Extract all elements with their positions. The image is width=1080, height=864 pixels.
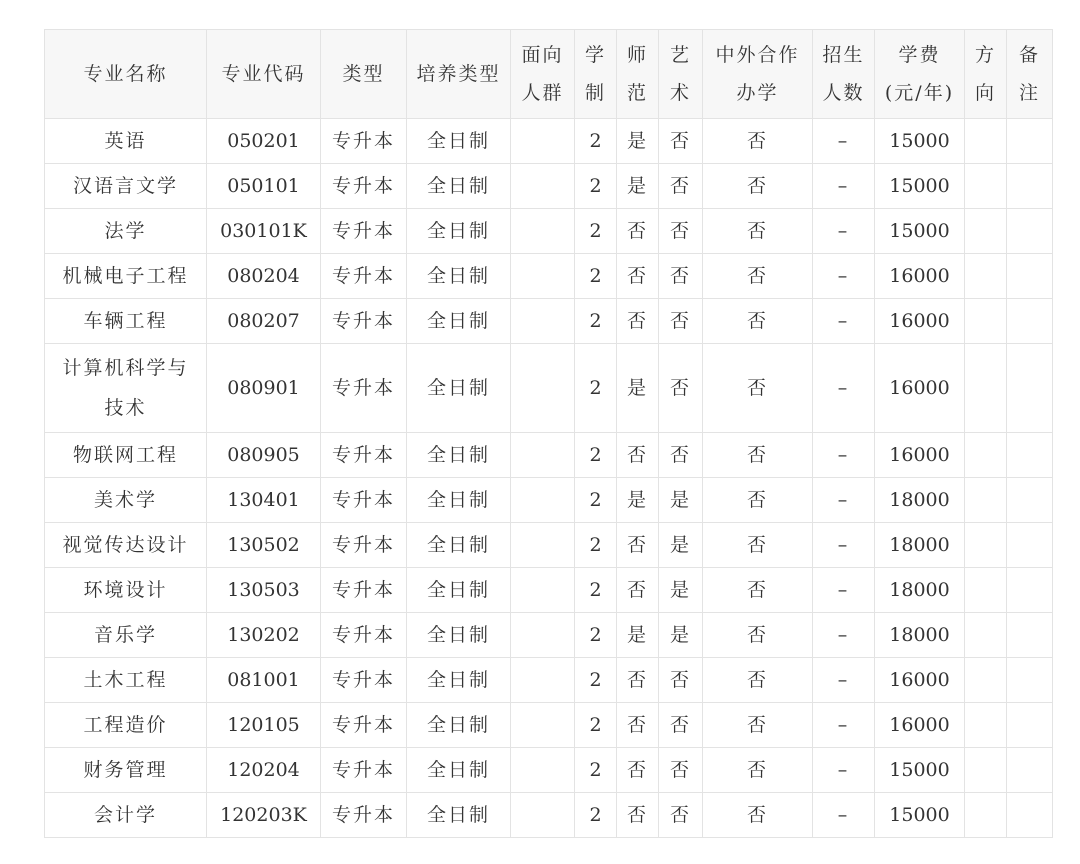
major-name-line: 物联网工程: [72, 444, 178, 466]
cell-study-mode: 全日制: [407, 793, 511, 838]
cell-duration: 2: [575, 254, 617, 299]
cell-major-name: [45, 568, 207, 613]
cell-tuition: 15000: [875, 748, 965, 793]
header-joint-program: [703, 30, 813, 119]
cell-type: 专升本: [321, 523, 407, 568]
cell-audience: [511, 568, 575, 613]
cell-major-name: [45, 119, 207, 164]
cell-arts: 否: [659, 703, 703, 748]
header-label-line: (元/年): [884, 82, 955, 104]
major-name-line: 美术学: [93, 489, 157, 511]
cell-audience: [511, 793, 575, 838]
cell-enrollment: –: [813, 164, 875, 209]
major-name-line: 车辆工程: [83, 310, 168, 332]
cell-type: 专升本: [321, 344, 407, 433]
table-row: [45, 703, 1053, 748]
cell-tuition: 16000: [875, 344, 965, 433]
header-label-line: 制: [584, 82, 606, 104]
cell-direction: [965, 748, 1007, 793]
cell-major-code: 130503: [207, 568, 321, 613]
cell-direction: [965, 793, 1007, 838]
cell-tuition: 16000: [875, 254, 965, 299]
cell-major-name: [45, 344, 207, 433]
header-tuition: [875, 30, 965, 119]
cell-teacher-training: 否: [617, 299, 659, 344]
header-label-line: 术: [669, 82, 691, 104]
header-label-line: 面向: [521, 44, 564, 66]
cell-remarks: [1007, 299, 1053, 344]
cell-type: 专升本: [321, 119, 407, 164]
cell-direction: [965, 209, 1007, 254]
cell-tuition: 15000: [875, 793, 965, 838]
cell-duration: 2: [575, 658, 617, 703]
table-row: [45, 748, 1053, 793]
cell-duration: 2: [575, 568, 617, 613]
cell-direction: [965, 658, 1007, 703]
cell-major-code: 081001: [207, 658, 321, 703]
major-name-line: 土木工程: [83, 669, 168, 691]
header-label-line: 招生: [822, 44, 865, 66]
cell-teacher-training: 否: [617, 209, 659, 254]
header-label-line: 类型: [342, 63, 385, 85]
cell-direction: [965, 703, 1007, 748]
header-label-line: 艺: [669, 44, 691, 66]
table-row: [45, 568, 1053, 613]
cell-duration: 2: [575, 299, 617, 344]
cell-major-name: [45, 254, 207, 299]
cell-audience: [511, 299, 575, 344]
cell-teacher-training: 是: [617, 344, 659, 433]
cell-major-name: [45, 164, 207, 209]
cell-remarks: [1007, 164, 1053, 209]
cell-enrollment: –: [813, 344, 875, 433]
cell-direction: [965, 299, 1007, 344]
cell-enrollment: –: [813, 613, 875, 658]
cell-audience: [511, 164, 575, 209]
majors-table: [44, 29, 1053, 838]
header-label-line: 专业代码: [221, 63, 306, 85]
cell-remarks: [1007, 254, 1053, 299]
cell-teacher-training: 否: [617, 433, 659, 478]
cell-audience: [511, 523, 575, 568]
header-teacher-training: [617, 30, 659, 119]
cell-enrollment: –: [813, 119, 875, 164]
cell-direction: [965, 478, 1007, 523]
cell-major-code: 080901: [207, 344, 321, 433]
header-study-mode: [407, 30, 511, 119]
cell-duration: 2: [575, 523, 617, 568]
cell-joint-program: 否: [703, 568, 813, 613]
cell-study-mode: 全日制: [407, 568, 511, 613]
cell-arts: 否: [659, 344, 703, 433]
cell-joint-program: 否: [703, 523, 813, 568]
cell-remarks: [1007, 658, 1053, 703]
cell-tuition: 15000: [875, 164, 965, 209]
major-name-line: 英语: [104, 130, 147, 152]
cell-teacher-training: 是: [617, 478, 659, 523]
major-name-line: 音乐学: [93, 624, 157, 646]
cell-tuition: 18000: [875, 568, 965, 613]
major-name-line: 计算机科学与: [62, 357, 189, 379]
cell-major-code: 050201: [207, 119, 321, 164]
cell-enrollment: –: [813, 478, 875, 523]
cell-direction: [965, 164, 1007, 209]
cell-enrollment: –: [813, 658, 875, 703]
cell-study-mode: 全日制: [407, 254, 511, 299]
cell-joint-program: 否: [703, 433, 813, 478]
cell-major-code: 120203K: [207, 793, 321, 838]
header-arts: [659, 30, 703, 119]
table-row: [45, 299, 1053, 344]
cell-joint-program: 否: [703, 478, 813, 523]
cell-tuition: 18000: [875, 613, 965, 658]
table-row: [45, 433, 1053, 478]
cell-type: 专升本: [321, 478, 407, 523]
major-name-line: 财务管理: [83, 759, 168, 781]
cell-duration: 2: [575, 703, 617, 748]
cell-major-code: 120105: [207, 703, 321, 748]
majors-table-container: [44, 29, 1053, 838]
cell-type: 专升本: [321, 658, 407, 703]
cell-study-mode: 全日制: [407, 478, 511, 523]
cell-remarks: [1007, 568, 1053, 613]
cell-joint-program: 否: [703, 703, 813, 748]
cell-teacher-training: 否: [617, 658, 659, 703]
cell-remarks: [1007, 119, 1053, 164]
cell-tuition: 16000: [875, 658, 965, 703]
cell-study-mode: 全日制: [407, 433, 511, 478]
cell-teacher-training: 是: [617, 164, 659, 209]
cell-joint-program: 否: [703, 164, 813, 209]
cell-type: 专升本: [321, 793, 407, 838]
major-name-line: 环境设计: [83, 579, 168, 601]
major-name-line: 机械电子工程: [62, 265, 189, 287]
cell-enrollment: –: [813, 568, 875, 613]
cell-remarks: [1007, 613, 1053, 658]
cell-duration: 2: [575, 433, 617, 478]
cell-arts: 否: [659, 119, 703, 164]
cell-arts: 否: [659, 299, 703, 344]
header-major-name: [45, 30, 207, 119]
table-row: [45, 793, 1053, 838]
cell-audience: [511, 344, 575, 433]
cell-audience: [511, 254, 575, 299]
table-row: [45, 164, 1053, 209]
major-name-line: 技术: [104, 397, 147, 419]
cell-teacher-training: 否: [617, 523, 659, 568]
header-label-line: 培养类型: [416, 63, 501, 85]
cell-audience: [511, 119, 575, 164]
cell-major-name: [45, 658, 207, 703]
cell-arts: 否: [659, 793, 703, 838]
cell-teacher-training: 否: [617, 748, 659, 793]
table-body: [45, 119, 1053, 838]
cell-tuition: 16000: [875, 703, 965, 748]
header-enrollment: [813, 30, 875, 119]
cell-major-code: 080207: [207, 299, 321, 344]
cell-major-name: [45, 299, 207, 344]
cell-study-mode: 全日制: [407, 658, 511, 703]
cell-audience: [511, 433, 575, 478]
cell-remarks: [1007, 478, 1053, 523]
cell-teacher-training: 否: [617, 703, 659, 748]
cell-enrollment: –: [813, 793, 875, 838]
major-name-line: 视觉传达设计: [62, 534, 189, 556]
cell-major-name: [45, 748, 207, 793]
cell-remarks: [1007, 209, 1053, 254]
cell-joint-program: 否: [703, 119, 813, 164]
cell-study-mode: 全日制: [407, 613, 511, 658]
cell-major-name: [45, 523, 207, 568]
header-label-line: 范: [626, 82, 648, 104]
cell-study-mode: 全日制: [407, 748, 511, 793]
cell-duration: 2: [575, 209, 617, 254]
cell-study-mode: 全日制: [407, 209, 511, 254]
cell-arts: 否: [659, 748, 703, 793]
cell-audience: [511, 478, 575, 523]
table-row: [45, 478, 1053, 523]
table-row: [45, 613, 1053, 658]
cell-duration: 2: [575, 748, 617, 793]
header-label-line: 方: [974, 44, 996, 66]
cell-arts: 否: [659, 433, 703, 478]
cell-study-mode: 全日制: [407, 703, 511, 748]
header-label-line: 学费: [898, 44, 941, 66]
cell-direction: [965, 433, 1007, 478]
cell-arts: 是: [659, 478, 703, 523]
cell-enrollment: –: [813, 748, 875, 793]
cell-major-name: [45, 613, 207, 658]
cell-type: 专升本: [321, 568, 407, 613]
cell-joint-program: 否: [703, 658, 813, 703]
cell-duration: 2: [575, 164, 617, 209]
table-row: [45, 119, 1053, 164]
cell-enrollment: –: [813, 703, 875, 748]
header-label-line: 专业名称: [83, 63, 168, 85]
cell-remarks: [1007, 703, 1053, 748]
cell-audience: [511, 703, 575, 748]
cell-arts: 否: [659, 658, 703, 703]
cell-remarks: [1007, 523, 1053, 568]
cell-type: 专升本: [321, 254, 407, 299]
cell-arts: 否: [659, 254, 703, 299]
cell-major-code: 130401: [207, 478, 321, 523]
cell-arts: 是: [659, 568, 703, 613]
major-name-line: 会计学: [93, 804, 157, 826]
cell-arts: 是: [659, 613, 703, 658]
cell-remarks: [1007, 748, 1053, 793]
cell-tuition: 16000: [875, 299, 965, 344]
cell-major-name: [45, 478, 207, 523]
cell-joint-program: 否: [703, 344, 813, 433]
header-label-line: 向: [974, 82, 996, 104]
header-label-line: 备: [1018, 44, 1040, 66]
cell-joint-program: 否: [703, 254, 813, 299]
header-direction: [965, 30, 1007, 119]
cell-remarks: [1007, 344, 1053, 433]
cell-direction: [965, 344, 1007, 433]
table-row: [45, 523, 1053, 568]
header-label-line: 办学: [736, 82, 779, 104]
header-label-line: 师: [626, 44, 648, 66]
cell-arts: 否: [659, 209, 703, 254]
header-major-code: [207, 30, 321, 119]
cell-audience: [511, 658, 575, 703]
cell-audience: [511, 209, 575, 254]
cell-direction: [965, 119, 1007, 164]
cell-enrollment: –: [813, 209, 875, 254]
cell-tuition: 15000: [875, 119, 965, 164]
header-label-line: 中外合作: [715, 44, 800, 66]
cell-type: 专升本: [321, 299, 407, 344]
cell-audience: [511, 613, 575, 658]
cell-type: 专升本: [321, 613, 407, 658]
cell-enrollment: –: [813, 254, 875, 299]
cell-major-name: [45, 703, 207, 748]
table-header: [45, 30, 1053, 119]
cell-duration: 2: [575, 613, 617, 658]
cell-teacher-training: 否: [617, 254, 659, 299]
cell-audience: [511, 748, 575, 793]
cell-type: 专升本: [321, 433, 407, 478]
header-row: [45, 30, 1053, 119]
cell-arts: 是: [659, 523, 703, 568]
cell-tuition: 18000: [875, 478, 965, 523]
cell-duration: 2: [575, 793, 617, 838]
cell-joint-program: 否: [703, 748, 813, 793]
cell-arts: 否: [659, 164, 703, 209]
cell-teacher-training: 是: [617, 613, 659, 658]
header-label-line: 人群: [521, 82, 564, 104]
cell-duration: 2: [575, 344, 617, 433]
header-label-line: 注: [1018, 82, 1040, 104]
header-type: [321, 30, 407, 119]
cell-joint-program: 否: [703, 299, 813, 344]
cell-study-mode: 全日制: [407, 164, 511, 209]
cell-major-name: [45, 209, 207, 254]
table-row: [45, 658, 1053, 703]
cell-major-name: [45, 433, 207, 478]
cell-major-code: 080204: [207, 254, 321, 299]
header-remarks: [1007, 30, 1053, 119]
cell-major-code: 130202: [207, 613, 321, 658]
cell-enrollment: –: [813, 523, 875, 568]
cell-major-code: 080905: [207, 433, 321, 478]
cell-enrollment: –: [813, 299, 875, 344]
cell-study-mode: 全日制: [407, 299, 511, 344]
cell-tuition: 15000: [875, 209, 965, 254]
cell-direction: [965, 613, 1007, 658]
cell-teacher-training: 是: [617, 119, 659, 164]
cell-direction: [965, 254, 1007, 299]
cell-duration: 2: [575, 478, 617, 523]
header-audience: [511, 30, 575, 119]
table-row: [45, 344, 1053, 433]
cell-major-code: 050101: [207, 164, 321, 209]
cell-enrollment: –: [813, 433, 875, 478]
cell-type: 专升本: [321, 748, 407, 793]
cell-direction: [965, 523, 1007, 568]
cell-joint-program: 否: [703, 793, 813, 838]
header-label-line: 人数: [822, 82, 865, 104]
cell-study-mode: 全日制: [407, 523, 511, 568]
cell-joint-program: 否: [703, 613, 813, 658]
header-label-line: 学: [584, 44, 606, 66]
cell-teacher-training: 否: [617, 568, 659, 613]
cell-type: 专升本: [321, 703, 407, 748]
cell-tuition: 16000: [875, 433, 965, 478]
cell-direction: [965, 568, 1007, 613]
cell-tuition: 18000: [875, 523, 965, 568]
cell-remarks: [1007, 433, 1053, 478]
major-name-line: 汉语言文学: [72, 175, 178, 197]
cell-major-code: 130502: [207, 523, 321, 568]
cell-type: 专升本: [321, 164, 407, 209]
cell-type: 专升本: [321, 209, 407, 254]
cell-teacher-training: 否: [617, 793, 659, 838]
cell-study-mode: 全日制: [407, 119, 511, 164]
cell-remarks: [1007, 793, 1053, 838]
major-name-line: 法学: [104, 220, 147, 242]
table-row: [45, 254, 1053, 299]
cell-major-code: 030101K: [207, 209, 321, 254]
table-row: [45, 209, 1053, 254]
cell-joint-program: 否: [703, 209, 813, 254]
cell-major-code: 120204: [207, 748, 321, 793]
major-name-line: 工程造价: [83, 714, 168, 736]
cell-major-name: [45, 793, 207, 838]
cell-study-mode: 全日制: [407, 344, 511, 433]
cell-duration: 2: [575, 119, 617, 164]
header-duration: [575, 30, 617, 119]
